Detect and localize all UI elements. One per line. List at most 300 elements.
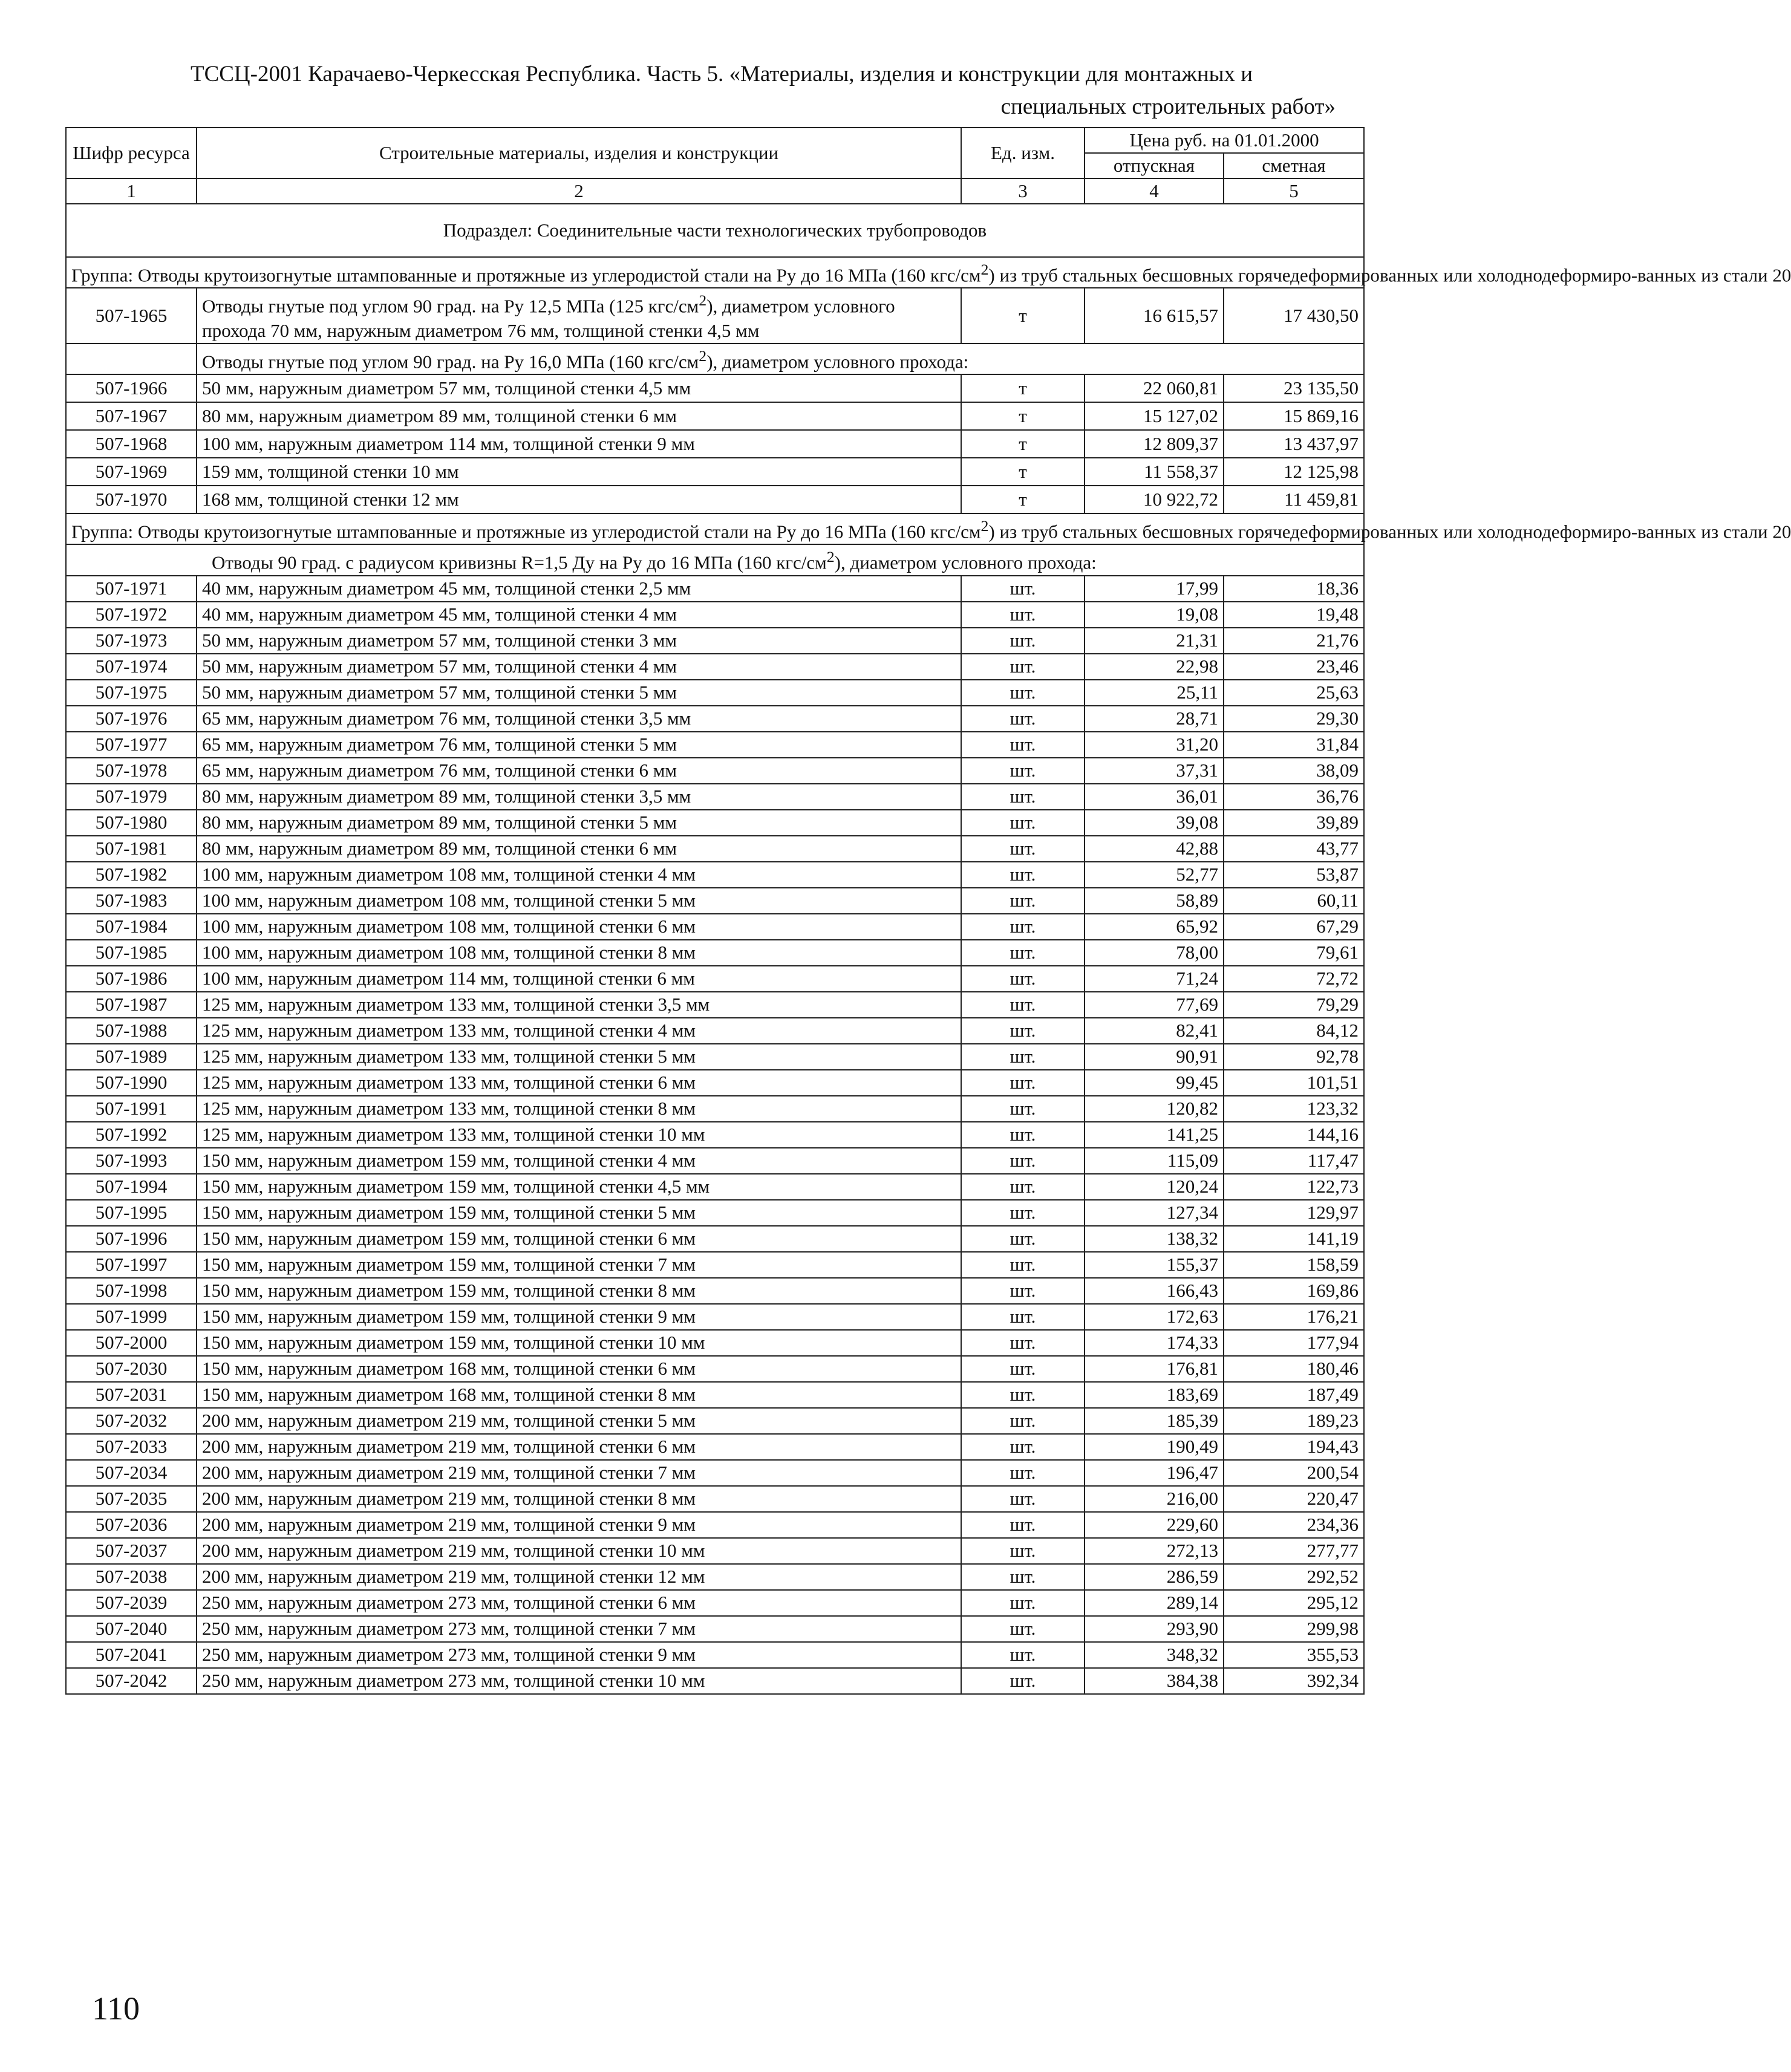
row-desc: 150 мм, наружным диаметром 159 мм, толщиной стенки 7 мм [197, 1252, 961, 1278]
row-desc: 50 мм, наружным диаметром 57 мм, толщиной стенки 5 мм [197, 680, 961, 706]
row-unit: шт. [961, 1382, 1085, 1408]
row-code: 507-1997 [66, 1252, 197, 1278]
row-estimate-price: 292,52 [1224, 1564, 1364, 1590]
row-estimate-price: 299,98 [1224, 1616, 1364, 1642]
col-header-estimate: сметная [1224, 153, 1364, 178]
row-code: 507-1991 [66, 1096, 197, 1122]
table-row [66, 1408, 1364, 1434]
row-release-price: 176,81 [1085, 1356, 1224, 1382]
row-unit: шт. [961, 1460, 1085, 1486]
row-release-price: 25,11 [1085, 680, 1224, 706]
row-estimate-price: 19,48 [1224, 602, 1364, 628]
row-unit: шт. [961, 940, 1085, 966]
row-estimate-price: 123,32 [1224, 1096, 1364, 1122]
row-desc: 80 мм, наружным диаметром 89 мм, толщиной стенки 6 мм [197, 836, 961, 862]
table-row [66, 758, 1364, 784]
row-code: 507-1992 [66, 1122, 197, 1148]
row-code: 507-2035 [66, 1486, 197, 1512]
row-estimate-price: 117,47 [1224, 1148, 1364, 1174]
row-unit: шт. [961, 1590, 1085, 1616]
row-code: 507-2033 [66, 1434, 197, 1460]
row-desc: 250 мм, наружным диаметром 273 мм, толщиной стенки 10 мм [197, 1668, 961, 1694]
table-row [66, 1226, 1364, 1252]
row-estimate-price: 176,21 [1224, 1304, 1364, 1330]
row-code: 507-1973 [66, 628, 197, 654]
row-desc-b: ), диаметром условного прохода 70 мм, наружным диаметром 76 мм, толщиной стенки 4,5 мм [202, 295, 895, 341]
table-row [66, 1382, 1364, 1408]
row-code: 507-1972 [66, 602, 197, 628]
price-table [65, 127, 1791, 1695]
group-2-note [66, 544, 1364, 575]
row-desc: 40 мм, наружным диаметром 45 мм, толщиной стенки 2,5 мм [197, 576, 961, 602]
row-code: 507-1990 [66, 1070, 197, 1096]
group-2-note-row [66, 544, 1364, 575]
row-desc: 200 мм, наружным диаметром 219 мм, толщиной стенки 9 мм [197, 1512, 961, 1538]
row-desc: 65 мм, наружным диаметром 76 мм, толщиной стенки 6 мм [197, 758, 961, 784]
col-number: 1 [66, 178, 197, 204]
row-estimate-price: 79,29 [1224, 992, 1364, 1018]
table-row [66, 288, 1364, 343]
row-estimate-price: 180,46 [1224, 1356, 1364, 1382]
row-desc: 65 мм, наружным диаметром 76 мм, толщиной стенки 5 мм [197, 732, 961, 758]
row-estimate-price: 23,46 [1224, 654, 1364, 680]
row-desc: 80 мм, наружным диаметром 89 мм, толщиной стенки 5 мм [197, 810, 961, 836]
row-estimate-price: 194,43 [1224, 1434, 1364, 1460]
row-unit: шт. [961, 966, 1085, 992]
row-unit: шт. [961, 758, 1085, 784]
row-code: 507-2036 [66, 1512, 197, 1538]
row-code: 507-2032 [66, 1408, 197, 1434]
row-release-price: 120,82 [1085, 1096, 1224, 1122]
row-release-price: 39,08 [1085, 810, 1224, 836]
row-estimate-price: 17 430,50 [1224, 288, 1364, 343]
col-number: 3 [961, 178, 1085, 204]
row-estimate-price: 92,78 [1224, 1044, 1364, 1070]
row-desc: 168 мм, толщиной стенки 12 мм [197, 486, 961, 513]
row-estimate-price: 187,49 [1224, 1382, 1364, 1408]
row-code: 507-1982 [66, 862, 197, 888]
group-1-title-b: ) из труб стальных бесшовных горячедеформированных или холоднодеформиро-ванных из стали 20 [988, 264, 1791, 286]
row-unit: шт. [961, 1642, 1085, 1668]
table-row [66, 1122, 1364, 1148]
row-desc: 100 мм, наружным диаметром 114 мм, толщиной стенки 6 мм [197, 966, 961, 992]
group-1-note-row [66, 344, 1364, 374]
row-release-price: 384,38 [1085, 1668, 1224, 1694]
row-release-price: 37,31 [1085, 758, 1224, 784]
row-code: 507-2041 [66, 1642, 197, 1668]
row-estimate-price: 129,97 [1224, 1200, 1364, 1226]
table-row [66, 1096, 1364, 1122]
table-row [66, 680, 1364, 706]
row-release-price: 78,00 [1085, 940, 1224, 966]
row-code: 507-1974 [66, 654, 197, 680]
row-desc [197, 288, 961, 343]
row-release-price: 22,98 [1085, 654, 1224, 680]
row-unit: шт. [961, 680, 1085, 706]
row-estimate-price: 25,63 [1224, 680, 1364, 706]
col-header-release: отпускная [1085, 153, 1224, 178]
row-estimate-price: 36,76 [1224, 784, 1364, 810]
row-release-price: 196,47 [1085, 1460, 1224, 1486]
row-code: 507-1975 [66, 680, 197, 706]
row-code: 507-1966 [66, 374, 197, 402]
row-desc: 100 мм, наружным диаметром 108 мм, толщиной стенки 8 мм [197, 940, 961, 966]
table-row [66, 374, 1364, 402]
group-1-title-sup: 2 [980, 261, 989, 278]
table-row [66, 1278, 1364, 1304]
table-row [66, 628, 1364, 654]
table-row [66, 810, 1364, 836]
row-release-price: 174,33 [1085, 1330, 1224, 1356]
row-estimate-price: 220,47 [1224, 1486, 1364, 1512]
row-desc: 80 мм, наружным диаметром 89 мм, толщиной стенки 6 мм [197, 402, 961, 430]
group-2-rows [66, 576, 1364, 1694]
row-estimate-price: 177,94 [1224, 1330, 1364, 1356]
table-row [66, 888, 1364, 914]
row-unit: шт. [961, 1434, 1085, 1460]
row-code: 507-1983 [66, 888, 197, 914]
row-desc: 80 мм, наружным диаметром 89 мм, толщиной стенки 3,5 мм [197, 784, 961, 810]
row-unit: шт. [961, 836, 1085, 862]
row-release-price: 120,24 [1085, 1174, 1224, 1200]
row-desc: 125 мм, наружным диаметром 133 мм, толщиной стенки 5 мм [197, 1044, 961, 1070]
row-desc: 200 мм, наружным диаметром 219 мм, толщиной стенки 7 мм [197, 1460, 961, 1486]
row-estimate-price: 53,87 [1224, 862, 1364, 888]
row-unit: т [961, 374, 1085, 402]
row-release-price: 115,09 [1085, 1148, 1224, 1174]
subsection-title: Подраздел: Соединительные части технологических трубопроводов [66, 204, 1364, 257]
row-code: 507-1999 [66, 1304, 197, 1330]
group-1-note-a: Отводы гнутые под углом 90 град. на Ру 16,0 МПа (160 кгс/см [202, 350, 699, 372]
note-spacer [66, 344, 197, 374]
group-1-note [197, 344, 1364, 374]
row-unit: шт. [961, 1616, 1085, 1642]
row-code: 507-1986 [66, 966, 197, 992]
col-header-code: Шифр ресурса [66, 128, 197, 178]
row-estimate-price: 392,34 [1224, 1668, 1364, 1694]
row-release-price: 15 127,02 [1085, 402, 1224, 430]
row-code: 507-1988 [66, 1018, 197, 1044]
row-unit: т [961, 402, 1085, 430]
row-code: 507-1994 [66, 1174, 197, 1200]
row-code: 507-1977 [66, 732, 197, 758]
table-row [66, 966, 1364, 992]
table-row [66, 1174, 1364, 1200]
table-row [66, 430, 1364, 458]
table-row [66, 836, 1364, 862]
row-estimate-price: 122,73 [1224, 1174, 1364, 1200]
row-desc: 125 мм, наружным диаметром 133 мм, толщиной стенки 10 мм [197, 1122, 961, 1148]
row-unit: шт. [961, 1408, 1085, 1434]
table-row [66, 1486, 1364, 1512]
row-desc: 125 мм, наружным диаметром 133 мм, толщиной стенки 8 мм [197, 1096, 961, 1122]
group-2-row [66, 513, 1364, 544]
row-unit: шт. [961, 1512, 1085, 1538]
row-release-price: 127,34 [1085, 1200, 1224, 1226]
row-unit: шт. [961, 602, 1085, 628]
row-unit: шт. [961, 1356, 1085, 1382]
row-desc: 150 мм, наружным диаметром 159 мм, толщиной стенки 4 мм [197, 1148, 961, 1174]
row-unit: шт. [961, 1122, 1085, 1148]
row-unit: шт. [961, 1226, 1085, 1252]
row-desc-a: Отводы гнутые под углом 90 град. на Ру 12,5 МПа (125 кгс/см [202, 295, 699, 317]
row-desc: 100 мм, наружным диаметром 114 мм, толщиной стенки 9 мм [197, 430, 961, 458]
row-release-price: 58,89 [1085, 888, 1224, 914]
row-code: 507-1968 [66, 430, 197, 458]
table-row [66, 1070, 1364, 1096]
row-estimate-price: 15 869,16 [1224, 402, 1364, 430]
row-estimate-price: 39,89 [1224, 810, 1364, 836]
table-row [66, 706, 1364, 732]
row-estimate-price: 295,12 [1224, 1590, 1364, 1616]
col-header-unit: Ед. изм. [961, 128, 1085, 178]
row-estimate-price: 72,72 [1224, 966, 1364, 992]
row-unit: шт. [961, 1538, 1085, 1564]
row-release-price: 216,00 [1085, 1486, 1224, 1512]
row-code: 507-2038 [66, 1564, 197, 1590]
row-release-price: 289,14 [1085, 1590, 1224, 1616]
row-release-price: 138,32 [1085, 1226, 1224, 1252]
row-unit: шт. [961, 862, 1085, 888]
row-unit: шт. [961, 576, 1085, 602]
row-release-price: 10 922,72 [1085, 486, 1224, 513]
group-2-note-a: Отводы 90 град. с радиусом кривизны R=1,5 Ду на Ру до 16 МПа (160 кгс/см [212, 552, 827, 573]
row-code: 507-2040 [66, 1616, 197, 1642]
row-code: 507-2000 [66, 1330, 197, 1356]
row-desc: 100 мм, наружным диаметром 108 мм, толщиной стенки 6 мм [197, 914, 961, 940]
group-1-note-sup: 2 [699, 347, 707, 365]
row-desc: 150 мм, наружным диаметром 168 мм, толщиной стенки 8 мм [197, 1382, 961, 1408]
row-release-price: 11 558,37 [1085, 458, 1224, 486]
row-release-price: 183,69 [1085, 1382, 1224, 1408]
row-desc: 200 мм, наружным диаметром 219 мм, толщиной стенки 6 мм [197, 1434, 961, 1460]
row-estimate-price: 141,19 [1224, 1226, 1364, 1252]
table-row [66, 1538, 1364, 1564]
row-release-price: 272,13 [1085, 1538, 1224, 1564]
row-desc: 150 мм, наружным диаметром 159 мм, толщиной стенки 10 мм [197, 1330, 961, 1356]
page-header [108, 58, 1336, 123]
group-1-row [66, 257, 1364, 288]
row-release-price: 286,59 [1085, 1564, 1224, 1590]
row-estimate-price: 144,16 [1224, 1122, 1364, 1148]
row-estimate-price: 169,86 [1224, 1278, 1364, 1304]
row-unit: шт. [961, 1096, 1085, 1122]
row-desc: 100 мм, наружным диаметром 108 мм, толщиной стенки 4 мм [197, 862, 961, 888]
row-estimate-price: 12 125,98 [1224, 458, 1364, 486]
row-code: 507-1984 [66, 914, 197, 940]
col-number: 4 [1085, 178, 1224, 204]
row-code: 507-1993 [66, 1148, 197, 1174]
row-unit: т [961, 458, 1085, 486]
row-unit: шт. [961, 1278, 1085, 1304]
row-estimate-price: 158,59 [1224, 1252, 1364, 1278]
row-unit: шт. [961, 1174, 1085, 1200]
row-estimate-price: 38,09 [1224, 758, 1364, 784]
row-release-price: 229,60 [1085, 1512, 1224, 1538]
row-desc-sup: 2 [699, 292, 707, 310]
row-code: 507-1981 [66, 836, 197, 862]
row-estimate-price: 13 437,97 [1224, 430, 1364, 458]
table-row [66, 1668, 1364, 1694]
row-code: 507-1998 [66, 1278, 197, 1304]
row-release-price: 77,69 [1085, 992, 1224, 1018]
row-release-price: 12 809,37 [1085, 430, 1224, 458]
table-row [66, 732, 1364, 758]
table-row [66, 458, 1364, 486]
row-estimate-price: 189,23 [1224, 1408, 1364, 1434]
subsection-row [66, 204, 1364, 257]
row-code: 507-2030 [66, 1356, 197, 1382]
row-code: 507-2042 [66, 1668, 197, 1694]
group-2-title-b: ) из труб стальных бесшовных горячедеформированных или холоднодеформиро-ванных из стали 20 [988, 521, 1791, 542]
row-code: 507-1995 [66, 1200, 197, 1226]
group-2-title [66, 513, 1791, 544]
row-desc: 50 мм, наружным диаметром 57 мм, толщиной стенки 3 мм [197, 628, 961, 654]
row-code: 507-1987 [66, 992, 197, 1018]
row-release-price: 17,99 [1085, 576, 1224, 602]
row-desc: 250 мм, наружным диаметром 273 мм, толщиной стенки 9 мм [197, 1642, 961, 1668]
row-unit: шт. [961, 1564, 1085, 1590]
row-estimate-price: 29,30 [1224, 706, 1364, 732]
table-row [66, 1356, 1364, 1382]
row-desc: 150 мм, наружным диаметром 168 мм, толщиной стенки 6 мм [197, 1356, 961, 1382]
row-desc: 200 мм, наружным диаметром 219 мм, толщиной стенки 12 мм [197, 1564, 961, 1590]
row-desc: 150 мм, наружным диаметром 159 мм, толщиной стенки 5 мм [197, 1200, 961, 1226]
row-desc: 125 мм, наружным диаметром 133 мм, толщиной стенки 4 мм [197, 1018, 961, 1044]
table-row [66, 486, 1364, 513]
row-code: 507-2031 [66, 1382, 197, 1408]
row-desc: 159 мм, толщиной стенки 10 мм [197, 458, 961, 486]
table-row [66, 1642, 1364, 1668]
row-code: 507-1980 [66, 810, 197, 836]
row-desc: 200 мм, наружным диаметром 219 мм, толщиной стенки 5 мм [197, 1408, 961, 1434]
row-estimate-price: 21,76 [1224, 628, 1364, 654]
row-release-price: 16 615,57 [1085, 288, 1224, 343]
row-code: 507-1967 [66, 402, 197, 430]
table-row [66, 1148, 1364, 1174]
table-row [66, 654, 1364, 680]
row-code: 507-1996 [66, 1226, 197, 1252]
row-code: 507-1979 [66, 784, 197, 810]
table-row [66, 1330, 1364, 1356]
row-code: 507-2037 [66, 1538, 197, 1564]
row-release-price: 185,39 [1085, 1408, 1224, 1434]
group-2-note-b: ), диаметром условного прохода: [834, 552, 1097, 573]
row-estimate-price: 355,53 [1224, 1642, 1364, 1668]
group-2-note-sup: 2 [826, 548, 835, 566]
table-row [66, 576, 1364, 602]
row-estimate-price: 31,84 [1224, 732, 1364, 758]
row-desc: 200 мм, наружным диаметром 219 мм, толщиной стенки 8 мм [197, 1486, 961, 1512]
row-release-price: 65,92 [1085, 914, 1224, 940]
row-unit: шт. [961, 992, 1085, 1018]
row-code: 507-1976 [66, 706, 197, 732]
row-estimate-price: 79,61 [1224, 940, 1364, 966]
row-unit: шт. [961, 1668, 1085, 1694]
col-number: 5 [1224, 178, 1364, 204]
row-estimate-price: 67,29 [1224, 914, 1364, 940]
row-desc: 125 мм, наружным диаметром 133 мм, толщиной стенки 6 мм [197, 1070, 961, 1096]
table-row [66, 602, 1364, 628]
row-unit: шт. [961, 810, 1085, 836]
row-desc: 40 мм, наружным диаметром 45 мм, толщиной стенки 4 мм [197, 602, 961, 628]
row-release-price: 71,24 [1085, 966, 1224, 992]
row-desc: 50 мм, наружным диаметром 57 мм, толщиной стенки 4,5 мм [197, 374, 961, 402]
row-unit: шт. [961, 1252, 1085, 1278]
row-release-price: 99,45 [1085, 1070, 1224, 1096]
table-row [66, 992, 1364, 1018]
row-estimate-price: 23 135,50 [1224, 374, 1364, 402]
table-row [66, 1018, 1364, 1044]
row-unit: шт. [961, 1486, 1085, 1512]
row-release-price: 28,71 [1085, 706, 1224, 732]
table-row [66, 1434, 1364, 1460]
row-desc: 150 мм, наружным диаметром 159 мм, толщиной стенки 8 мм [197, 1278, 961, 1304]
row-desc: 50 мм, наружным диаметром 57 мм, толщиной стенки 4 мм [197, 654, 961, 680]
col-header-desc: Строительные материалы, изделия и конструкции [197, 128, 961, 178]
row-unit: шт. [961, 784, 1085, 810]
row-estimate-price: 200,54 [1224, 1460, 1364, 1486]
group-2-title-sup: 2 [980, 516, 989, 535]
table-row [66, 940, 1364, 966]
row-release-price: 52,77 [1085, 862, 1224, 888]
row-release-price: 90,91 [1085, 1044, 1224, 1070]
table-row [66, 1304, 1364, 1330]
row-unit: шт. [961, 1070, 1085, 1096]
table-row [66, 862, 1364, 888]
col-header-price: Цена руб. на 01.01.2000 [1085, 128, 1364, 153]
row-unit: шт. [961, 1148, 1085, 1174]
header-line-1: ТССЦ-2001 Карачаево-Черкесская Республика. Часть 5. «Материалы, изделия и конструкции для монтажных и [190, 62, 1253, 86]
row-unit: т [961, 288, 1085, 343]
row-unit: т [961, 430, 1085, 458]
row-desc: 250 мм, наружным диаметром 273 мм, толщиной стенки 7 мм [197, 1616, 961, 1642]
table-row [66, 1590, 1364, 1616]
row-estimate-price: 43,77 [1224, 836, 1364, 862]
row-code: 507-1989 [66, 1044, 197, 1070]
row-unit: шт. [961, 1304, 1085, 1330]
row-estimate-price: 18,36 [1224, 576, 1364, 602]
row-code: 507-2034 [66, 1460, 197, 1486]
row-estimate-price: 101,51 [1224, 1070, 1364, 1096]
row-desc: 150 мм, наружным диаметром 159 мм, толщиной стенки 9 мм [197, 1304, 961, 1330]
row-release-price: 82,41 [1085, 1018, 1224, 1044]
row-release-price: 293,90 [1085, 1616, 1224, 1642]
row-release-price: 22 060,81 [1085, 374, 1224, 402]
group-1-rows [66, 374, 1364, 513]
table-row [66, 1044, 1364, 1070]
row-desc: 65 мм, наружным диаметром 76 мм, толщиной стенки 3,5 мм [197, 706, 961, 732]
row-unit: шт. [961, 1330, 1085, 1356]
row-code: 507-1978 [66, 758, 197, 784]
row-unit: т [961, 486, 1085, 513]
row-estimate-price: 84,12 [1224, 1018, 1364, 1044]
table-row [66, 402, 1364, 430]
row-release-price: 155,37 [1085, 1252, 1224, 1278]
row-desc: 250 мм, наружным диаметром 273 мм, толщиной стенки 6 мм [197, 1590, 961, 1616]
row-desc: 125 мм, наружным диаметром 133 мм, толщиной стенки 3,5 мм [197, 992, 961, 1018]
row-release-price: 166,43 [1085, 1278, 1224, 1304]
row-estimate-price: 277,77 [1224, 1538, 1364, 1564]
row-release-price: 21,31 [1085, 628, 1224, 654]
row-estimate-price: 234,36 [1224, 1512, 1364, 1538]
col-number: 2 [197, 178, 961, 204]
row-desc: 150 мм, наружным диаметром 159 мм, толщиной стенки 4,5 мм [197, 1174, 961, 1200]
row-unit: шт. [961, 888, 1085, 914]
row-release-price: 42,88 [1085, 836, 1224, 862]
row-desc: 200 мм, наружным диаметром 219 мм, толщиной стенки 10 мм [197, 1538, 961, 1564]
table-row [66, 1564, 1364, 1590]
